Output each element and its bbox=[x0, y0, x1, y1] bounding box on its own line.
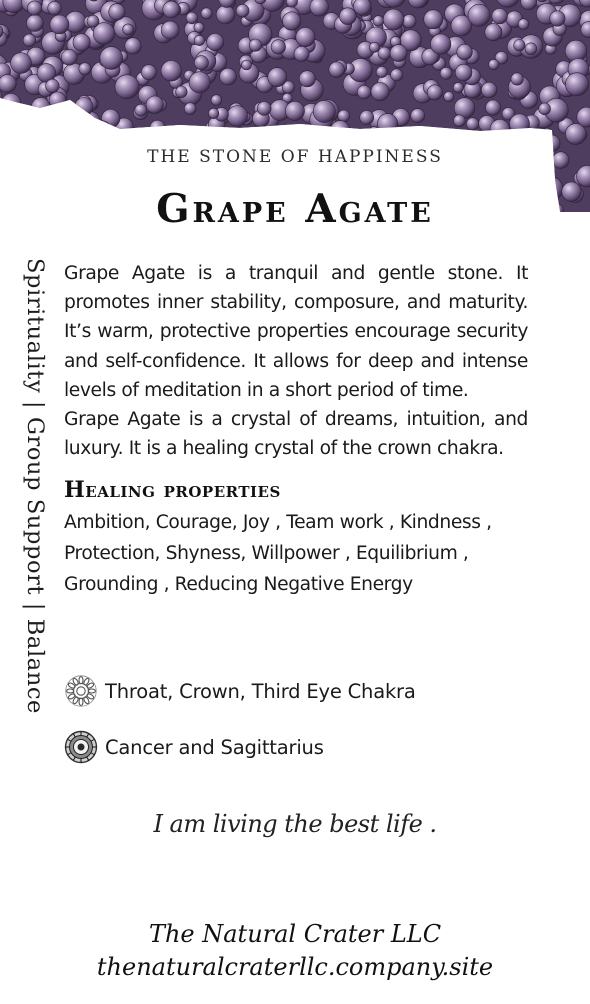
crystal-bubble bbox=[391, 69, 403, 81]
crystal-bubble bbox=[485, 24, 502, 41]
side-banner bbox=[14, 258, 56, 810]
crystal-bubble bbox=[310, 0, 329, 16]
crystal-bubble bbox=[424, 10, 443, 29]
crystal-bubble bbox=[211, 95, 222, 106]
crystal-bubble bbox=[208, 108, 218, 118]
lotus-petal bbox=[88, 689, 95, 693]
zodiac-row bbox=[64, 729, 324, 765]
crystal-bubble bbox=[50, 15, 69, 34]
crystal-bubble bbox=[27, 15, 44, 32]
crystal-bubble bbox=[411, 109, 425, 123]
crystal-bubble bbox=[46, 79, 60, 93]
crystal-bubble bbox=[0, 75, 16, 93]
crystal-bubble bbox=[329, 62, 345, 78]
subtitle: THE STONE OF HAPPINESS bbox=[147, 147, 443, 167]
side-keywords: Spirituality | Group Support | Balance bbox=[22, 258, 48, 714]
handwritten-quote: I am living the best life . bbox=[153, 810, 437, 838]
crystal-bubble bbox=[550, 11, 565, 26]
crystal-bubble bbox=[227, 106, 248, 127]
crystal-bubble bbox=[100, 47, 123, 70]
crystal-bubble bbox=[268, 68, 287, 87]
crystal-bubble bbox=[123, 24, 134, 35]
chakra-label: Throat, Crown, Third Eye Chakra bbox=[105, 679, 416, 703]
crystal-bubble bbox=[454, 115, 466, 127]
crystal-bubble bbox=[565, 124, 586, 145]
lotus-chakra-icon bbox=[64, 674, 98, 708]
lotus-petal bbox=[79, 698, 83, 705]
page-title: Grape Agate bbox=[156, 186, 434, 232]
crystal-bubble bbox=[249, 39, 261, 51]
crystal-bubble bbox=[457, 44, 473, 60]
crystal-bubble bbox=[376, 66, 387, 77]
crystal-bubble bbox=[373, 16, 384, 27]
crystal-bubble bbox=[201, 8, 212, 19]
crystal-bubble bbox=[271, 40, 285, 54]
description-paragraph-2: Grape Agate is a crystal of dreams, intuition, and luxury. It is a healing crystal of the crown chakra. bbox=[64, 409, 528, 460]
crystal-bubble bbox=[141, 65, 156, 80]
crystal-bubble bbox=[339, 8, 356, 25]
crystal-bubble bbox=[511, 73, 523, 85]
crystal-bubble bbox=[338, 110, 350, 122]
chakra-row bbox=[64, 673, 416, 709]
crystal-bubble bbox=[87, 15, 99, 27]
crystal-bubble bbox=[390, 45, 407, 62]
main-content bbox=[64, 259, 528, 600]
crystal-bubble bbox=[236, 4, 249, 17]
company-website: thenaturalcraterllc.company.site bbox=[96, 953, 494, 981]
lotus-petal bbox=[79, 677, 83, 684]
lotus-petal bbox=[67, 689, 74, 693]
crystal-bubble bbox=[194, 22, 204, 32]
crystal-bubble bbox=[360, 111, 374, 125]
crystal-bubble bbox=[220, 68, 237, 85]
crystal-bubble bbox=[294, 46, 309, 61]
healing-heading: Healing properties bbox=[64, 477, 281, 504]
crystal-bubble bbox=[486, 100, 501, 115]
crystal-bubble bbox=[489, 59, 499, 69]
crystal-bubble bbox=[299, 71, 315, 87]
crystal-bubble bbox=[353, 0, 371, 15]
crystal-bubble bbox=[184, 103, 196, 115]
crystal-bubble bbox=[135, 104, 147, 116]
crystal-bubble bbox=[444, 92, 454, 102]
crystal-bubble bbox=[207, 34, 224, 51]
crystal-bubble bbox=[27, 1, 41, 15]
crystal-bubble bbox=[73, 34, 90, 51]
crystal-bubble bbox=[161, 61, 182, 82]
crystal-bubble bbox=[427, 85, 442, 100]
crystal-bubble bbox=[468, 4, 490, 26]
crystal-bubble bbox=[455, 64, 472, 81]
crystal-bubble bbox=[378, 47, 391, 60]
crystal-bubble bbox=[383, 9, 404, 30]
crystal-bubble bbox=[176, 86, 188, 98]
crystal-bubble bbox=[115, 75, 139, 99]
crystal-bubble bbox=[11, 53, 32, 74]
crystal-bubble bbox=[79, 63, 91, 75]
description-paragraph-1: Grape Agate is a tranquil and gentle stone. It promotes inner stability, composure, and maturity. It’s warm, protective properties encourage security and self-confidence. It allows for deep and intense levels of meditation in a short period of time. bbox=[64, 263, 528, 401]
crystal-bubble bbox=[23, 34, 36, 47]
crystal-bubble bbox=[481, 82, 497, 98]
crystal-bubble bbox=[539, 103, 551, 115]
crystal-bubble bbox=[371, 83, 389, 101]
crystal-bubble bbox=[146, 96, 163, 113]
crystal-bubble bbox=[283, 12, 301, 30]
crystal-bubble bbox=[440, 67, 452, 79]
crystal-bubble bbox=[61, 49, 77, 65]
crystal-bubble bbox=[403, 14, 417, 28]
crystal-bubble bbox=[48, 1, 62, 15]
zodiac-wheel-icon bbox=[64, 730, 98, 764]
crystal-bubble bbox=[216, 5, 235, 24]
crystal-bubble bbox=[189, 72, 210, 93]
crystal-bubble bbox=[525, 43, 537, 55]
crystal-bubble bbox=[514, 40, 525, 51]
crystal-bubble bbox=[518, 19, 529, 30]
crystal-bubble bbox=[242, 60, 252, 70]
crystal-bubble bbox=[109, 4, 125, 20]
company-name: The Natural Crater LLC bbox=[148, 920, 442, 948]
crystal-bubble bbox=[194, 56, 208, 70]
crystal-bubble bbox=[466, 118, 478, 130]
zodiac-label: Cancer and Sagittarius bbox=[105, 735, 324, 759]
crystal-bubble bbox=[163, 1, 180, 18]
crystal-bubble bbox=[369, 42, 379, 52]
crystal-bubble bbox=[357, 85, 371, 99]
crystal-bubble bbox=[453, 82, 463, 92]
crystal-bubble bbox=[186, 12, 198, 24]
crystal-bubble bbox=[125, 38, 141, 54]
crystal-bubble bbox=[285, 101, 304, 120]
crystal-bubble bbox=[313, 100, 335, 122]
crystal-bubble bbox=[566, 73, 589, 96]
crystal-bubble bbox=[194, 35, 204, 45]
crystal-bubble bbox=[257, 102, 271, 116]
crystal-bubble bbox=[296, 27, 315, 46]
description bbox=[64, 259, 528, 463]
healing-properties-list: Ambition, Courage, Joy , Team work , Kindness , Protection, Shyness, Willpower , Equilibrium , Grounding , Reducing Negative Energy bbox=[64, 512, 492, 596]
crystal-bubble bbox=[431, 34, 451, 54]
crystal-bubble bbox=[492, 8, 508, 24]
crystal-bubble bbox=[161, 21, 179, 39]
